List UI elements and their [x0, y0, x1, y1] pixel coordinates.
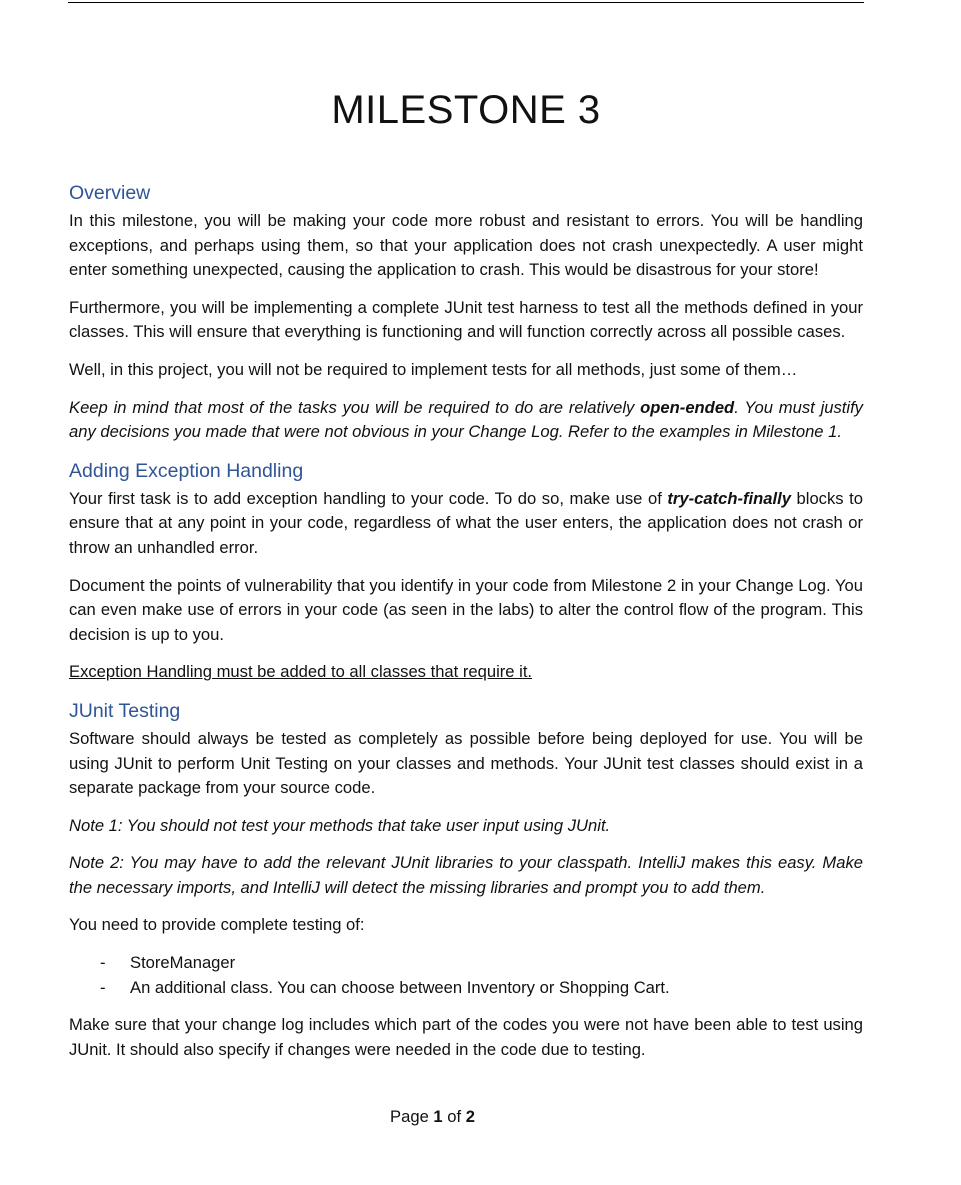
exception-requirement-text: Exception Handling must be added to all classes that require it.: [69, 662, 533, 682]
top-rule: [68, 2, 864, 3]
exception-paragraph-2: Document the points of vulnerability that you identify in your code from Milestone 2 in your Change Log. You can even make use of errors in your code (as seen in the labs) to alter the control flow of the program. This decision is up to you.: [69, 575, 863, 644]
overview-paragraph-3: Well, in this project, you will not be required to implement tests for all methods, just some of them…: [69, 359, 798, 379]
junit-paragraph-3: Make sure that your change log includes which part of the codes you were not have been able to test using JUnit. It should also specify if changes were needed in the code due to testing.: [69, 1015, 863, 1059]
exception-p1-text-b: blocks to ensure that at any point in your code, regardless of what the user enters, the application does not crash or throw an unhandled error.: [69, 488, 863, 557]
overview-p4-text-a: Keep in mind that most of the tasks you will be required to do are relatively: [69, 397, 641, 417]
overview-paragraph-4: [69, 396, 863, 445]
overview-heading: Overview: [69, 182, 151, 204]
overview-paragraph-2: Furthermore, you will be implementing a complete JUnit test harness to test all the methods defined in your classes. This will ensure that everything is functioning and will function correctly across all possible cases.: [69, 297, 863, 342]
junit-heading: JUnit Testing: [69, 699, 181, 722]
exception-paragraph-3: [69, 660, 863, 685]
open-ended-emphasis: open-ended: [640, 397, 735, 417]
exception-paragraph-1: [69, 487, 863, 561]
try-catch-finally-emphasis: try-catch-finally: [667, 488, 791, 508]
junit-note-2: Note 2: You may have to add the relevant JUnit libraries to your classpath. IntelliJ makes this easy. Make the necessary imports, and IntelliJ will detect the missing libraries and prompt you to add them.: [69, 853, 863, 897]
dash-bullet: -: [100, 953, 106, 973]
dash-bullet: -: [100, 977, 106, 997]
footer-middle: of: [442, 1107, 466, 1126]
junit-paragraph-2: You need to provide complete testing of:: [69, 915, 365, 935]
footer-total-pages: 2: [465, 1107, 475, 1126]
exception-heading: Adding Exception Handling: [69, 459, 304, 482]
exception-p1-text-a: Your first task is to add exception handling to your code. To do so, make use of: [69, 488, 668, 508]
footer-prefix: Page: [390, 1107, 434, 1126]
page-title: MILESTONE 3: [331, 88, 601, 132]
list-item-text: An additional class. You can choose between Inventory or Shopping Cart.: [130, 977, 670, 997]
list-item: [69, 976, 863, 1001]
page-footer: [0, 1107, 865, 1127]
junit-paragraph-1: Software should always be tested as completely as possible before being deployed for use. You will be using JUnit to perform Unit Testing on your classes and methods. Your JUnit test classes should exist in a separate package from your source code.: [69, 728, 863, 798]
testing-list: [69, 951, 863, 1000]
overview-paragraph-1: In this milestone, you will be making your code more robust and resistant to errors. You will be handling exceptions, and perhaps using them, so that your application does not crash unexpectedly. A user might enter something unexpected, causing the application to crash. This would be disastrous for your store!: [69, 211, 863, 280]
footer-current-page: 1: [433, 1107, 443, 1126]
document-content: [69, 180, 863, 1075]
junit-note-1: Note 1: You should not test your methods that take user input using JUnit.: [69, 815, 611, 835]
list-item: [69, 951, 863, 976]
overview-p4-text-b: . You must justify any decisions you made that were not obvious in your Change Log. Refer to the examples in Milestone 1.: [69, 397, 863, 442]
list-item-text: StoreManager: [130, 953, 236, 973]
